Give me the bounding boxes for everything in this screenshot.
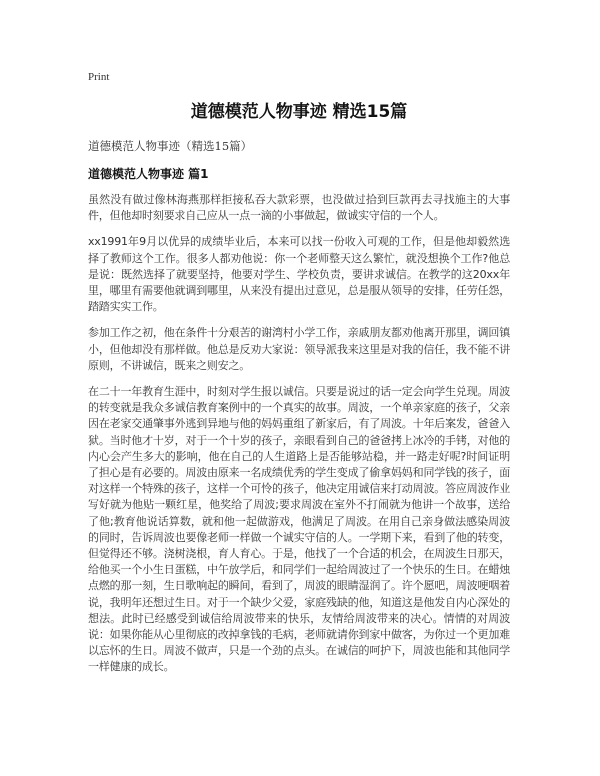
paragraph-3: 参加工作之初，他在条件十分艰苦的谢湾村小学工作，亲戚朋友都劝他离开那里，调回镇小，但他却没有那样做。他总是反劝大家说：领导派我来这里是对我的信任，我不能不讲原则，不讲诚信，既来之则安之。: [88, 326, 510, 372]
document-title: 道德模范人物事迹 精选15篇: [190, 102, 408, 122]
section-heading: 道德模范人物事迹 篇1: [88, 167, 209, 181]
paragraph-2: xx1991年9月以优异的成绩毕业后，本来可以找一份收入可观的工作，但是他却毅然选择了教师这个工作。很多人都劝他说：你一个老师整天这么繁忙，就没想换个工作?他总是说：既然选择了就要坚持，他要对学生、学校负责，要讲求诚信。在教学的这20xx年里，哪里有需要他就调到哪里，从来没有提出过意见，总是服从领导的安排，任劳任怨，踏踏实实工作。: [88, 235, 510, 314]
paragraph-1: 虽然没有做过像林海燕那样拒接私吞大款彩票，也没做过拾到巨款再去寻找施主的大事件，但他却时刻要求自己应从一点一滴的小事做起，做诚实守信的一个人。: [88, 193, 510, 223]
print-link[interactable]: Print: [88, 71, 110, 83]
paragraph-4: 在二十一年教育生涯中，时刻对学生报以诚信。只要是说过的话一定会向学生兑现。周波的转变就是我众多诚信教育案例中的一个真实的故事。周波，一个单亲家庭的孩子，父亲因在老家交通肇事外逃到异地与他的妈妈重组了新家后，有了周波。十年后案发，爸爸入狱。当时他才十岁，对于一个十岁的孩子，亲眼看到自己的爸爸拷上冰冷的手铐，对他的内心会产生多大的影响，他在自己的人生道路上是否能够站稳，并一路走好呢?时间证明了担心是有必要的。周波由原来一名成绩优秀的学生变成了偷拿妈妈和同学钱的孩子，面对这样一个特殊的孩子，这样一个可怜的孩子，他决定用诚信来打动周波。答应周波作业写好就为他贴一颗红星，他奖给了周波;要求周波在室外不打闹就为他讲一个故事，送给了他;教育他说话算数，就和他一起做游戏，他满足了周波。在用自己亲身做法感染周波的同时，告诉周波也要像老师一样做一个诚实守信的人。一学期下来，看到了他的转变，但觉得还不够。浇树浇根，育人育心。于是，他找了一个合适的机会，在周波生日那天，给他买一个小生日蛋糕，中午放学后，和同学们一起给周波过了一个快乐的生日。在蜡烛点燃的那一刻，生日歌响起的瞬间，看到了，周波的眼睛湿润了。许个愿吧，周波哽咽着说，我明年还想过生日。对于一个缺少父爱，家庭残缺的他，知道这是他发自内心深处的想法。此时已经感受到诚信给周波带来的快乐，友情给周波带来的决心。情情的对周波说：如果你能从心里彻底的改掉拿钱的毛病，老师就请你到家中做客，为你过一个更加难以忘怀的生日。周波不做声，只是一个劲的点头。在诚信的呵护下，周波也能和其他同学一样健康的成长。: [88, 385, 510, 674]
document-subtitle: 道德模范人物事迹（精选15篇）: [88, 139, 253, 153]
